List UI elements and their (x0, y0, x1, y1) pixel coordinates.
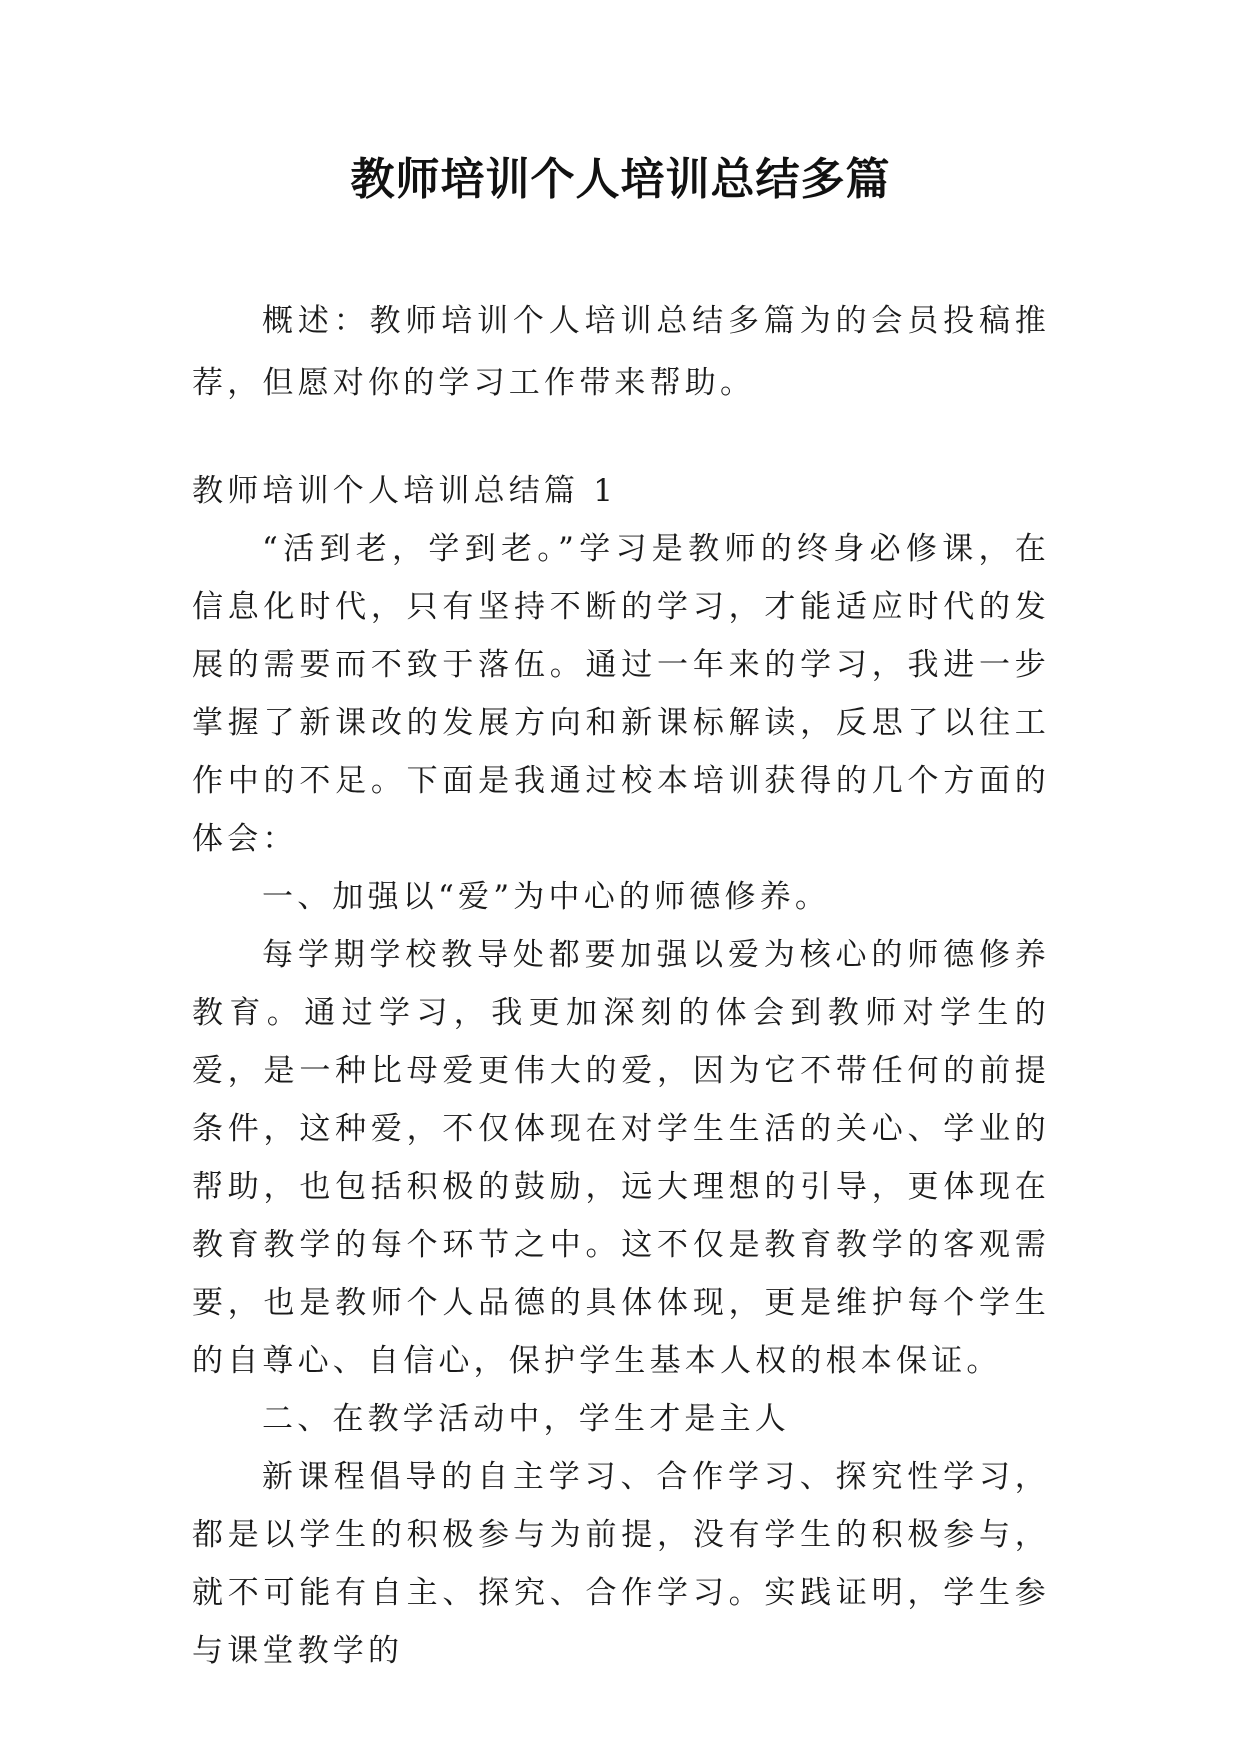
section-heading: 教师培训个人培训总结篇 1 (192, 473, 618, 509)
subheading-2: 二、在教学活动中，学生才是主人 (262, 1401, 790, 1437)
section-1 (192, 462, 1050, 1680)
document-title: 教师培训个人培训总结多篇 (350, 154, 891, 205)
subheading-1: 一、加强以“爱”为中心的师德修养。 (262, 879, 831, 915)
summary-paragraph: 概述：教师培训个人培训总结多篇为的会员投稿推荐，但愿对你的学习工作带来帮助。 (192, 303, 1050, 401)
body-paragraph: 新课程倡导的自主学习、合作学习、探究性学习，都是以学生的积极参与为前提，没有学生的积极参与，就不可能有自主、探究、合作学习。实践证明，学生参与课堂教学的 (192, 1459, 1050, 1669)
body-paragraph: “活到老，学到老。”学习是教师的终身必修课，在信息化时代，只有坚持不断的学习，才能适应时代的发展的需要而不致于落伍。通过一年来的学习，我进一步掌握了新课改的发展方向和新课标解读，反思了以往工作中的不足。下面是我通过校本培训获得的几个方面的体会： (192, 531, 1050, 857)
body-paragraph: 每学期学校教导处都要加强以爱为核心的师德修养教育。通过学习，我更加深刻的体会到教师对学生的爱，是一种比母爱更伟大的爱，因为它不带任何的前提条件，这种爱，不仅体现在对学生生活的关心、学业的帮助，也包括积极的鼓励，远大理想的引导，更体现在教育教学的每个环节之中。这不仅是教育教学的客观需要，也是教师个人品德的具体体现，更是维护每个学生的自尊心、自信心，保护学生基本人权的根本保证。 (192, 937, 1050, 1379)
